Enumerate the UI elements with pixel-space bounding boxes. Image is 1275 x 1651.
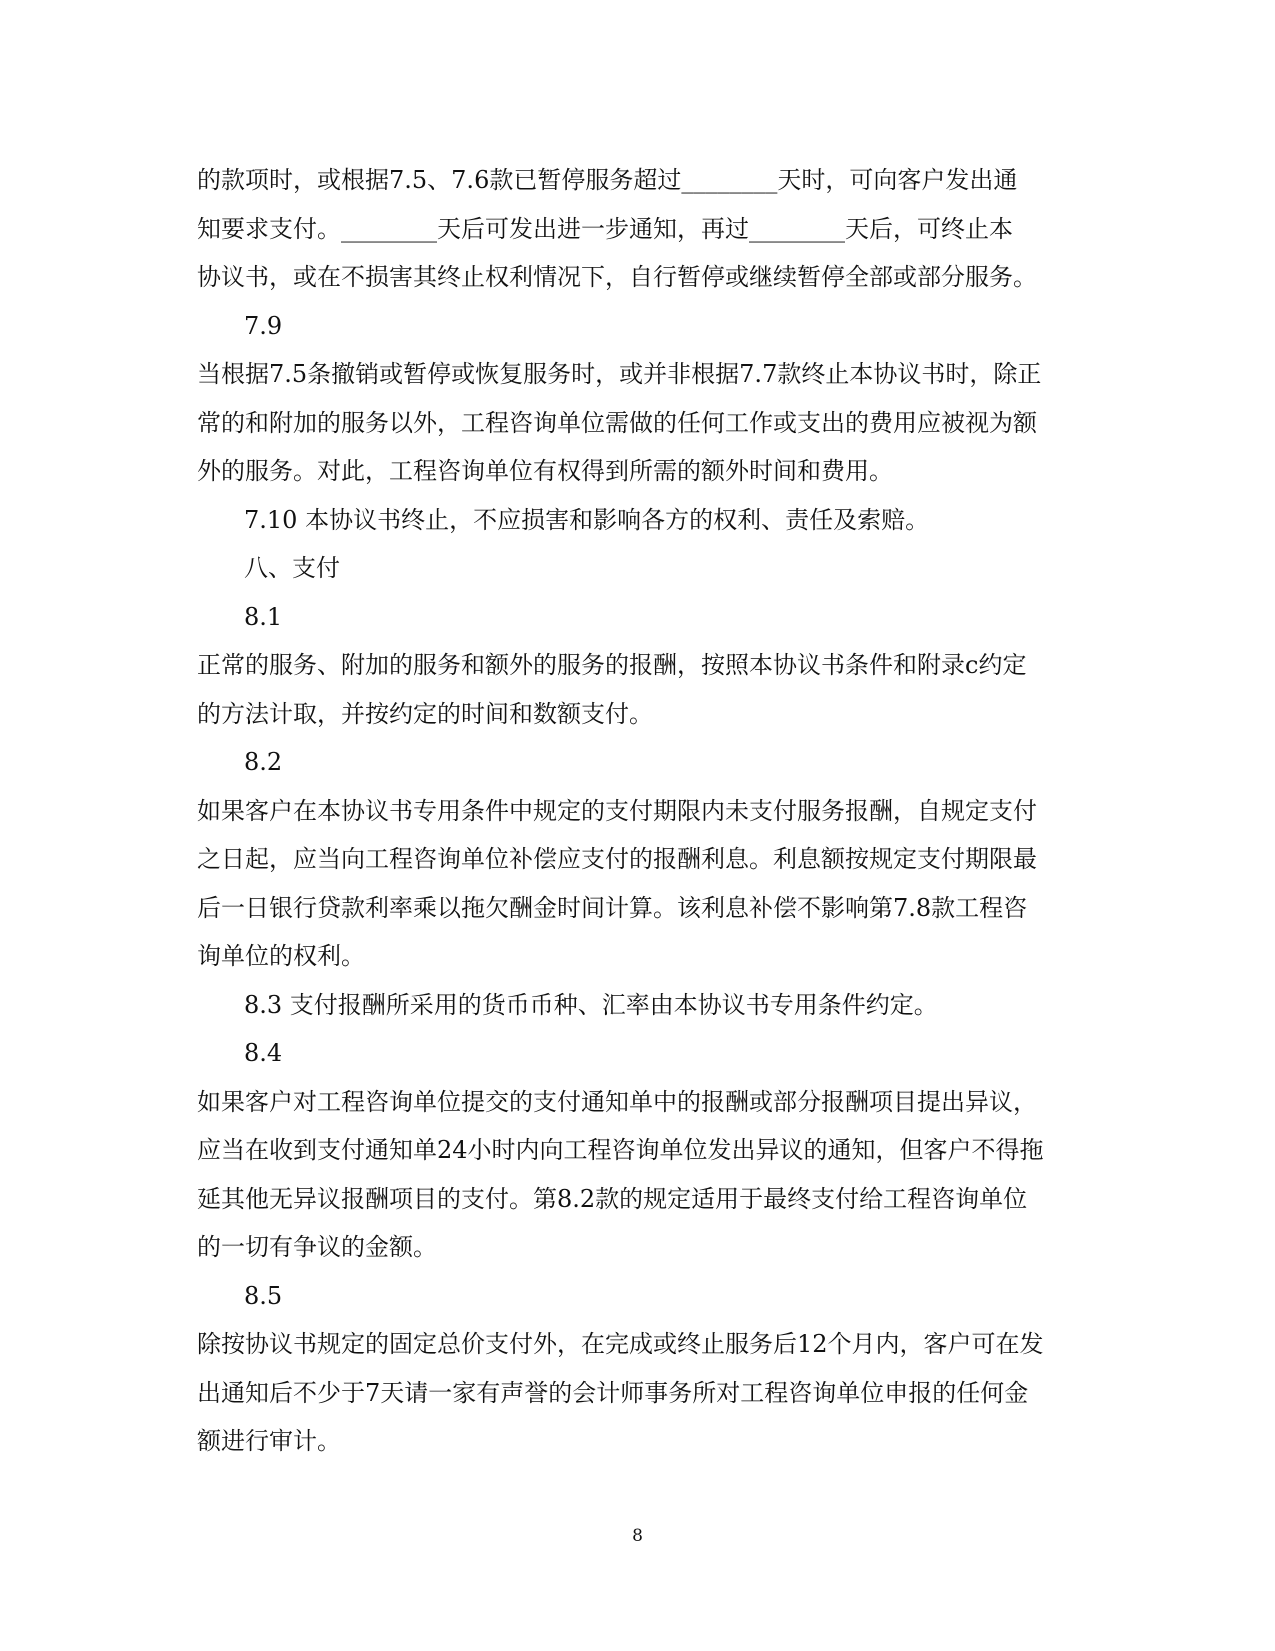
document-body — [197, 156, 1077, 1466]
clause-number-7-9: 7.9 — [244, 311, 283, 340]
text-line-11: 正常的服务、附加的服务和额外的服务的报酬，按照本协议书条件和附录c约定 — [197, 651, 1027, 679]
text-line-5: 当根据7.5条撤销或暂停或恢复服务时，或并非根据7.7款终止本协议书时，除正 — [197, 360, 1042, 388]
text-line-22: 延其他无异议报酬项目的支付。第8.2款的规定适用于最终支付给工程咨询单位 — [197, 1184, 1028, 1213]
text-line-23: 的一切有争议的金额。 — [197, 1233, 437, 1261]
clause-8-3: 8.3 支付报酬所采用的货币币种、汇率由本协议书专用条件约定。 — [244, 990, 938, 1019]
text-line-16: 后一日银行贷款利率乘以拖欠酬金时间计算。该利息补偿不影响第7.8款工程咨 — [197, 893, 1028, 922]
text-line-17: 询单位的权利。 — [197, 942, 365, 970]
text-line-15: 之日起，应当向工程咨询单位补偿应支付的报酬利息。利息额按规定支付期限最 — [197, 845, 1037, 873]
text-line-14: 如果客户在本协议书专用条件中规定的支付期限内未支付服务报酬，自规定支付 — [197, 796, 1037, 825]
text-line-27: 额进行审计。 — [197, 1427, 341, 1455]
clause-number-8-2: 8.2 — [244, 748, 283, 776]
clause-number-8-1: 8.1 — [244, 602, 283, 631]
text-line-3: 协议书，或在不损害其终止权利情况下，自行暂停或继续暂停全部或部分服务。 — [197, 263, 1037, 291]
text-line-6: 常的和附加的服务以外，工程咨询单位需做的任何工作或支出的费用应被视为额 — [197, 408, 1037, 437]
text-line-25: 除按协议书规定的固定总价支付外，在完成或终止服务后12个月内，客户可在发 — [197, 1330, 1044, 1358]
clause-7-10: 7.10 本协议书终止，不应损害和影响各方的权利、责任及索赔。 — [244, 505, 930, 534]
section-heading-payment: 八、支付 — [244, 554, 340, 582]
text-line-12: 的方法计取，并按约定的时间和数额支付。 — [197, 699, 653, 728]
text-line-7: 外的服务。对此，工程咨询单位有权得到所需的额外时间和费用。 — [197, 457, 893, 485]
text-line-21: 应当在收到支付通知单24小时内向工程咨询单位发出异议的通知，但客户不得拖 — [197, 1136, 1044, 1164]
page-number: 8 — [632, 1526, 643, 1546]
text-line-26: 出通知后不少于7天请一家有声誉的会计师事务所对工程咨询单位申报的任何金 — [197, 1378, 1029, 1407]
text-line-2: 知要求支付。________天后可发出进一步通知，再过________天后，可终止本 — [197, 214, 1013, 243]
text-line-1: 的款项时，或根据7.5、7.6款已暂停服务超过________天时，可向客户发出通 — [197, 166, 1018, 194]
text-line-20: 如果客户对工程咨询单位提交的支付通知单中的报酬或部分报酬项目提出异议， — [197, 1087, 1037, 1116]
clause-number-8-4: 8.4 — [244, 1039, 283, 1067]
clause-number-8-5: 8.5 — [244, 1281, 283, 1310]
